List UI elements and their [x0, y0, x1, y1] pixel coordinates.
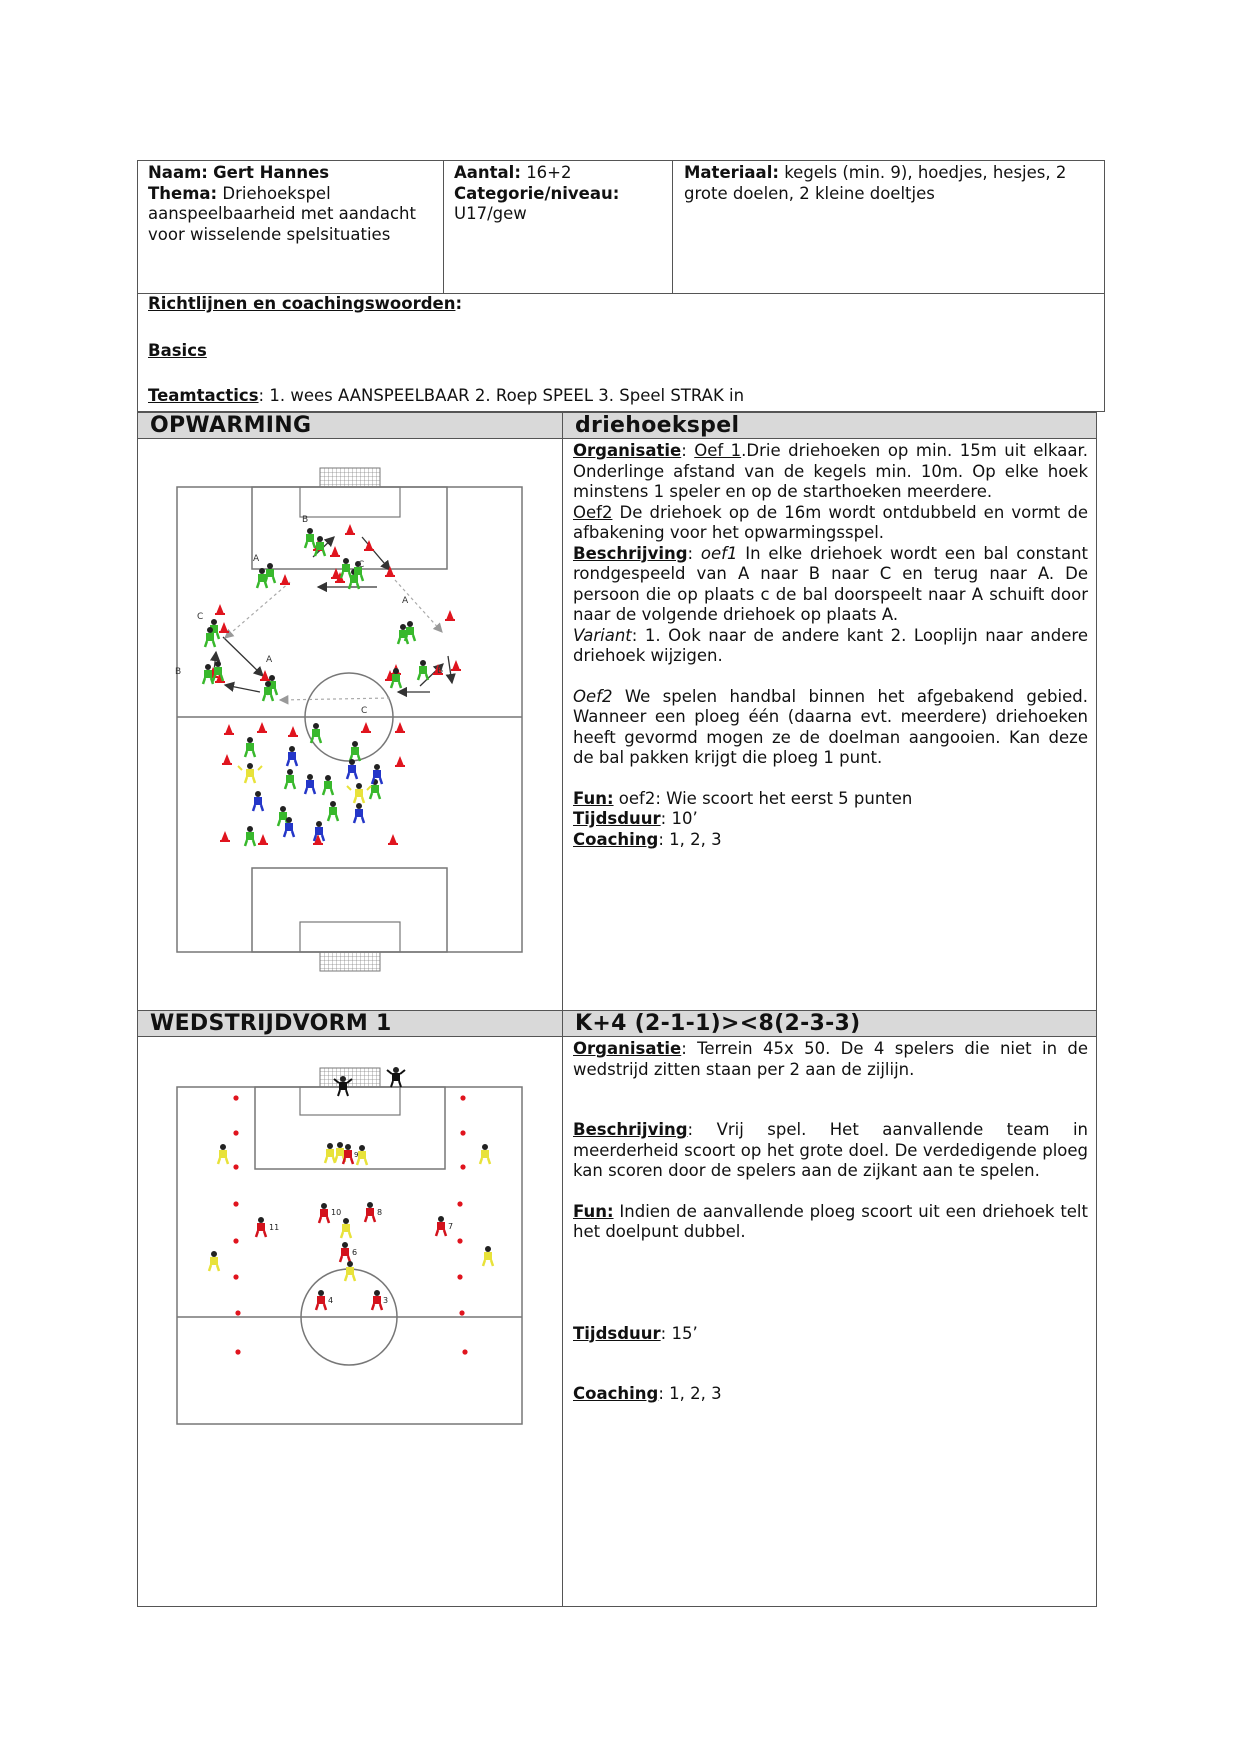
fun-text: oef2: Wie scoort het eerst 5 punten — [613, 788, 913, 808]
beschrijving-prefix: : — [687, 543, 701, 563]
aantal-cell — [454, 163, 669, 225]
num-4: 4 — [328, 1296, 334, 1305]
letter-b-1: B — [302, 515, 309, 525]
oef2b-label: Oef2 — [573, 686, 613, 706]
oef2-label: Oef2 — [573, 502, 613, 522]
fun-label: Fun: — [573, 788, 614, 808]
w-fun-label: Fun: — [573, 1201, 614, 1221]
teamtactics-label: Teamtactics — [148, 386, 259, 405]
aantal-label: Aantal: — [454, 163, 521, 182]
basics-heading: Basics — [148, 340, 207, 360]
teamtactics-value: : 1. wees AANSPEELBAAR 2. Roep SPEEL 3. Speel STRAK in — [258, 386, 745, 405]
wedstrijd-pitch-diagram — [140, 1055, 560, 1435]
w-tijdsduur-text: : 15’ — [660, 1323, 698, 1343]
materiaal-value: kegels (min. 9), hoedjes, hesjes, 2 grote doelen, 2 kleine doeltjes — [684, 163, 1067, 203]
opwarming-header-left: OPWARMING — [137, 412, 563, 439]
naam-value: Gert Hannes — [213, 163, 330, 182]
info-col-divider-2 — [672, 160, 673, 294]
wedstrijd-header-left: WEDSTRIJDVORM 1 — [137, 1010, 563, 1037]
w-beschrijving-label: Beschrijving — [573, 1120, 688, 1139]
aantal-value: 16+2 — [526, 163, 572, 182]
wedstrijd-header-right: K+4 (2-1-1)><8(2-3-3) — [562, 1010, 1097, 1037]
w-coaching-text: : 1, 2, 3 — [658, 1384, 722, 1403]
thema-value: Driehoekspel aanspeelbaarheid met aandacht voor wisselende spelsituaties — [148, 183, 416, 244]
num-10: 10 — [331, 1208, 342, 1217]
letter-a-3: A — [266, 655, 273, 665]
coaching-text: : 1, 2, 3 — [658, 829, 722, 849]
oef1-label: Oef 1 — [694, 441, 742, 460]
beschrijving-label: Beschrijving — [573, 543, 688, 563]
oef2-text: De driehoek op de 16m wordt ontdubbeld en vormt de afbakening voor het opwarmingsspel. — [573, 502, 1088, 542]
letter-c-1: C — [358, 560, 365, 570]
org-label: Organisatie — [573, 441, 682, 460]
name-theme-cell — [148, 163, 438, 245]
w-beschrijving-text: : Vrij spel. Het aanvallende team in meerderheid scoort op het grote doel. De verdedigende ploeg kan scoren door de spelers aan de zijkant aan te spelen. — [573, 1120, 1088, 1180]
variant-text: : 1. Ook naar de andere kant 2. Looplijn naar andere driehoek wijzigen. — [573, 625, 1088, 665]
richtlijnen-cell: Richtlijnen en coachingswoorden: Basics Teamtactics: 1. wees AANSPEELBAAR 2. Roep SPEEL 3. Speel STRAK in — [148, 294, 745, 405]
letter-c-3: C — [361, 706, 368, 716]
categorie-value: U17/gew — [454, 204, 527, 223]
categorie-label: Categorie/niveau: — [454, 183, 620, 203]
w-tijdsduur-label: Tijdsduur — [573, 1323, 661, 1343]
beschrijving-oef: oef1 — [700, 543, 738, 563]
oef2b-text: We spelen handbal binnen het afgebakend gebied. Wanneer een ploeg één (daarna evt. meerdere) driehoeken heeft gevormd mogen ze de doelman aangooien. Kan deze de bal pakken krijgt die ploeg 1 punt. — [573, 686, 1088, 767]
oef1-text: .Drie driehoeken op min. 15m uit elkaar. Onderlinge afstand van de kegels min. 10m. Op elke hoek minstens 1 speler en op de starthoeken meerdere. — [573, 441, 1088, 501]
materiaal-label: Materiaal: — [684, 163, 779, 182]
coaching-label: Coaching — [573, 829, 659, 849]
w-fun-text: Indien de aanvallende ploeg scoort uit een driehoek telt het doelpunt dubbel. — [573, 1201, 1088, 1241]
naam-label: Naam: — [148, 163, 208, 182]
num-6: 6 — [352, 1248, 358, 1257]
opwarming-header-right: driehoekspel — [562, 412, 1097, 439]
w-org-text: : Terrein 45x 50. De 4 spelers die niet in de wedstrijd zitten staan per 2 aan de zijlijn. — [573, 1039, 1088, 1079]
tijdsduur-label: Tijdsduur — [573, 809, 661, 828]
wedstrijd-text — [573, 1039, 1088, 1405]
opwarming-text: Organisatie: Oef 1.Drie driehoeken op min. 15m uit elkaar. Onderlinge afstand van de kegels min. 10m. Op elke hoek minstens 1 speler en op de starthoeken meerdere. Oef2 De driehoek op de 16m wordt ontdubbeld en vormt de afbakening voor het opwarmingsspel. Beschrijving: oef1 In elke driehoek wordt een bal constant rondgespeeld van A naar B naar C en terug naar A. De persoon die op plaats c de bal doorspeelt naar A schuift door naar de volgende driehoek op plaats A. Variant: 1. Ook naar de andere kant 2. Looplijn naar andere driehoek wijzigen. Oef2 We spelen handbal binnen het afgebakend gebied. Wanneer een ploeg één (daarna evt. meerdere) driehoeken heeft gevormd mogen ze de doelman aangooien. Kan deze de bal pakken krijgt die ploeg 1 punt. Fun: oef2: Wie scoort het eerst 5 punten Tijdsduur: 10’ Coaching: 1, 2, 3 — [573, 441, 1088, 849]
richtlijnen-title: Richtlijnen en coachingswoorden — [148, 294, 456, 313]
materiaal-cell — [684, 163, 1099, 204]
num-7: 7 — [448, 1222, 454, 1231]
letter-c-2: C — [197, 612, 204, 622]
w-org-label: Organisatie — [573, 1039, 682, 1058]
letter-a-2: A — [402, 596, 409, 606]
num-8: 8 — [377, 1208, 383, 1217]
letter-a-1: A — [253, 554, 260, 564]
letter-b-3: B — [437, 666, 444, 676]
beschrijving-text: In elke driehoek wordt een bal constant rondgespeeld van A naar B naar C en terug naar A. De persoon die op plaats c de bal doorspeelt naar A schuift door naar de volgende driehoek op plaats A. — [573, 543, 1088, 624]
variant-label: Variant — [573, 625, 632, 645]
w-coaching-label: Coaching — [573, 1384, 659, 1403]
num-11: 11 — [269, 1223, 280, 1232]
num-3: 3 — [383, 1296, 389, 1305]
opwarming-pitch-diagram — [140, 460, 560, 980]
tijdsduur-text: : 10’ — [660, 809, 698, 828]
letter-b-2: B — [175, 667, 182, 677]
num-9: 9 — [354, 1151, 359, 1159]
info-col-divider-1 — [443, 160, 444, 294]
thema-label: Thema: — [148, 183, 218, 203]
